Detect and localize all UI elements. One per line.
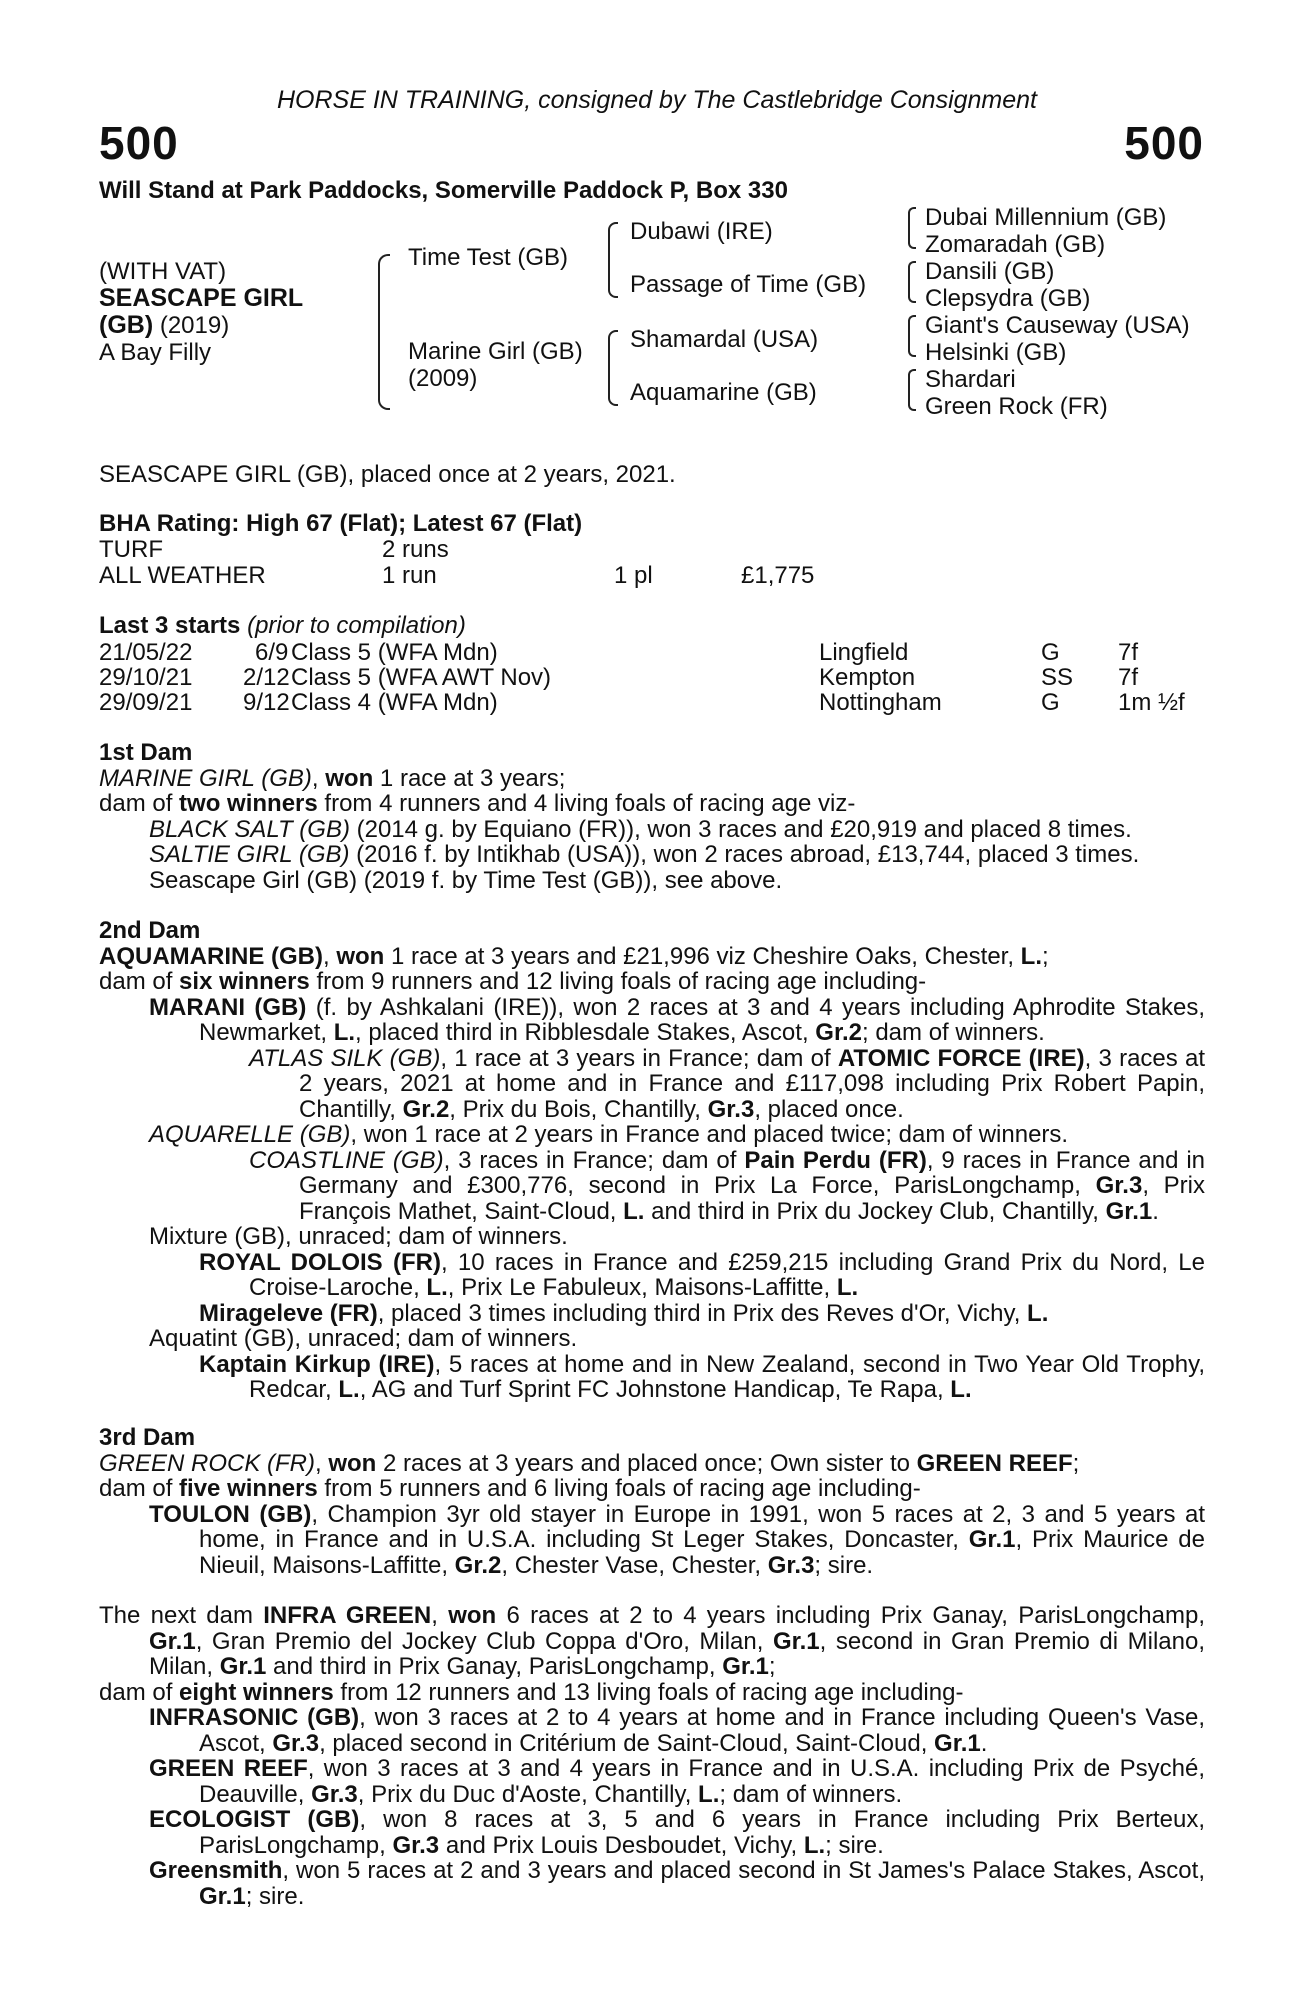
dam-produce-line: dam of five winners from 5 runners and 6 living foals of racing age including- <box>99 1475 921 1502</box>
start-distance: 7f <box>1118 664 1139 691</box>
start-row <box>99 690 1209 715</box>
start-distance: 7f <box>1118 639 1139 666</box>
pedigree-brace-g4 <box>908 369 916 411</box>
pedigree-sire-sire: Dubawi (IRE) <box>630 218 773 245</box>
pedigree-brace-g2 <box>908 261 916 303</box>
start-course: Lingfield <box>819 639 909 666</box>
lot-number-left: 500 <box>99 117 179 169</box>
pedigree-brace-g1 <box>908 207 916 249</box>
foal-entry: INFRASONIC (GB), won 3 races at 2 to 4 years at home and in France including Queen's Vase, Ascot, Gr.3, placed second in Critérium de Saint-Cloud, Saint-Cloud, Gr.1. <box>149 1704 1206 1757</box>
start-going: G <box>1041 639 1060 666</box>
start-course: Kempton <box>819 664 916 691</box>
foal-entry: AQUARELLE (GB), won 1 race at 2 years in France and placed twice; dam of winners. <box>149 1121 1069 1148</box>
pedigree-dam-year: (2009) <box>408 365 478 392</box>
start-going: SS <box>1041 664 1074 691</box>
dam-line: AQUAMARINE (GB), won 1 race at 3 years and £21,996 viz Cheshire Oaks, Chester, L.; <box>99 942 1049 970</box>
dam-produce-line: dam of eight winners from 12 runners and 13 living foals of racing age including- <box>99 1678 964 1706</box>
start-race: Class 5 (WFA Mdn) <box>291 639 498 666</box>
pedigree-ggp-5: Giant's Causeway (USA) <box>925 312 1190 339</box>
start-distance: 1m ½f <box>1118 689 1185 716</box>
start-course: Nottingham <box>819 689 942 716</box>
dam-line: MARINE GIRL (GB), won 1 race at 3 years; <box>99 764 566 792</box>
start-position: 6/9 <box>255 639 289 666</box>
rating-runs: 2 runs <box>382 536 449 563</box>
rating-row <box>99 563 999 589</box>
pedigree-brace-g3 <box>908 315 916 357</box>
pedigree-brace-sire <box>608 222 618 298</box>
foal-entry: Aquatint (GB), unraced; dam of winners. <box>149 1325 578 1352</box>
grand-foal-entry: Mirageleve (FR), placed 3 times including third in Prix des Reves d'Or, Vichy, L. <box>199 1299 1049 1327</box>
section-heading: 2nd Dam <box>99 917 201 944</box>
pedigree-sire: Time Test (GB) <box>408 244 569 271</box>
start-position: 2/12 <box>243 664 290 691</box>
rating-surface: ALL WEATHER <box>99 562 266 589</box>
start-position: 9/12 <box>243 689 290 716</box>
rating-title: BHA Rating: High 67 (Flat); Latest 67 (Flat) <box>99 510 583 537</box>
start-race: Class 5 (WFA AWT Nov) <box>291 664 552 691</box>
dam-line: GREEN ROCK (FR), won 2 races at 3 years and placed once; Own sister to GREEN REEF; <box>99 1449 1080 1477</box>
next-dam-section <box>99 1603 1205 1909</box>
pedigree-dam-sire: Shamardal (USA) <box>630 326 819 353</box>
stand-location: Will Stand at Park Paddocks, Somerville Paddock P, Box 330 <box>99 177 788 204</box>
start-row <box>99 665 1209 690</box>
foal-entry: ECOLOGIST (GB), won 8 races at 3, 5 and 6 years in France including Prix Berteux, ParisLongchamp, Gr.3 and Prix Louis Desboudet, Vichy, L.; sire. <box>149 1806 1205 1859</box>
second-dam-section <box>99 918 1205 1403</box>
foal-entry: SALTIE GIRL (GB) (2016 f. by Intikhab (USA)), won 2 races abroad, £13,744, placed 3 times. <box>149 841 1140 868</box>
horse-name-country: (GB) (2019) <box>99 311 230 339</box>
pedigree-dam-dam: Aquamarine (GB) <box>630 379 817 406</box>
first-dam-section <box>99 740 1205 893</box>
consignment-line: HORSE IN TRAINING, consigned by The Castlebridge Consignment <box>276 86 1038 114</box>
rating-prize: £1,775 <box>741 562 815 589</box>
foal-entry: Greensmith, won 5 races at 2 and 3 years and placed second in St James's Palace Stakes, Ascot, Gr.1; sire. <box>149 1857 1205 1910</box>
grand-foal-entry: Kaptain Kirkup (IRE), 5 races at home and in New Zealand, second in Two Year Old Trophy, Redcar, L., AG and Turf Sprint FC Johnstone Handicap, Te Rapa, L. <box>199 1350 1205 1403</box>
foal-entry: MARANI (GB) (f. by Ashkalani (IRE)), won 2 races at 3 and 4 years including Aphrodite Stakes, Newmarket, L., placed third in Ribblesdale Stakes, Ascot, Gr.2; dam of winners. <box>149 993 1206 1046</box>
foal-entry: BLACK SALT (GB) (2014 g. by Equiano (FR)), won 3 races and £20,919 and placed 8 times. <box>149 815 1132 843</box>
pedigree-sire-dam: Passage of Time (GB) <box>630 271 867 298</box>
foal-entry: Seascape Girl (GB) (2019 f. by Time Test (GB)), see above. <box>149 866 783 894</box>
start-date: 29/09/21 <box>99 689 193 716</box>
rating-placed: 1 pl <box>614 562 653 589</box>
start-date: 29/10/21 <box>99 664 193 691</box>
foal-entry: Mixture (GB), unraced; dam of winners. <box>149 1223 568 1250</box>
pedigree-ggp-2: Zomaradah (GB) <box>925 231 1106 258</box>
section-heading: 3rd Dam <box>99 1424 196 1451</box>
pedigree-ggp-7: Shardari <box>925 366 1016 393</box>
pedigree-brace-dam <box>608 330 618 406</box>
grand-foal-entry: COASTLINE (GB), 3 races in France; dam of Pain Perdu (FR), 9 races in France and in Germany and £300,776, second in Prix La Force, ParisLongchamp, Gr.3, Prix François Mathet, Saint-Cloud, L. and third in Prix du Jockey Club, Chantilly, Gr.1. <box>249 1146 1206 1225</box>
starts-table <box>99 640 1209 715</box>
start-row <box>99 640 1209 665</box>
start-race: Class 4 (WFA Mdn) <box>291 689 498 716</box>
rating-row <box>99 537 999 563</box>
rating-runs: 1 run <box>382 562 437 589</box>
pedigree-brace-main <box>378 254 390 410</box>
dam-produce-line: dam of six winners from 9 runners and 12 living foals of racing age including- <box>99 968 927 995</box>
foal-entry: TOULON (GB), Champion 3yr old stayer in Europe in 1991, won 5 races at 2, 3 and 5 years at home, in France and in U.S.A. including St Leger Stakes, Doncaster, Gr.1, Prix Maurice de Nieuil, Maisons-Laffitte, Gr.2, Chester Vase, Chester, Gr.3; sire. <box>149 1500 1206 1579</box>
starts-title: Last 3 starts (prior to compilation) <box>99 612 466 639</box>
lot-number-right: 500 <box>1124 117 1204 169</box>
start-going: G <box>1041 689 1060 716</box>
pedigree-ggp-6: Helsinki (GB) <box>925 339 1067 366</box>
vat-note: (WITH VAT) <box>99 258 227 285</box>
rating-surface: TURF <box>99 536 163 563</box>
pedigree-ggp-3: Dansili (GB) <box>925 258 1055 285</box>
section-heading: 1st Dam <box>99 739 193 766</box>
pedigree-ggp-4: Clepsydra (GB) <box>925 285 1091 312</box>
grand-foal-entry: ROYAL DOLOIS (FR), 10 races in France and £259,215 including Grand Prix du Nord, Le Croise-Laroche, L., Prix Le Fabuleux, Maisons-Laffitte, L. <box>199 1248 1205 1301</box>
horse-name: SEASCAPE GIRL <box>99 284 304 312</box>
dam-produce-line: dam of two winners from 4 runners and 4 living foals of racing age viz- <box>99 790 856 817</box>
third-dam-section <box>99 1425 1205 1578</box>
horse-summary: SEASCAPE GIRL (GB), placed once at 2 years, 2021. <box>99 461 676 488</box>
rating-table <box>99 537 999 589</box>
horse-description: A Bay Filly <box>99 339 212 366</box>
pedigree-dam: Marine Girl (GB) <box>408 338 583 365</box>
grand-foal-entry: ATLAS SILK (GB), 1 race at 3 years in France; dam of ATOMIC FORCE (IRE), 3 races at 2 years, 2021 at home and in France and £117,098 including Prix Robert Papin, Chantilly, Gr.2, Prix du Bois, Chantilly, Gr.3, placed once. <box>249 1044 1205 1123</box>
dam-line: The next dam INFRA GREEN, won 6 races at 2 to 4 years including Prix Ganay, ParisLongchamp, Gr.1, Gran Premio del Jockey Club Coppa d'Oro, Milan, Gr.1, second in Gran Premio di Milano, Milan, Gr.1 and third in Prix Ganay, ParisLongchamp, Gr.1; <box>99 1602 1205 1680</box>
start-date: 21/05/22 <box>99 639 193 666</box>
foal-entry: GREEN REEF, won 3 races at 3 and 4 years in France and in U.S.A. including Prix de Psyché, Deauville, Gr.3, Prix du Duc d'Aoste, Chantilly, L.; dam of winners. <box>149 1755 1206 1808</box>
pedigree-ggp-1: Dubai Millennium (GB) <box>925 204 1167 231</box>
pedigree-ggp-8: Green Rock (FR) <box>925 393 1108 420</box>
